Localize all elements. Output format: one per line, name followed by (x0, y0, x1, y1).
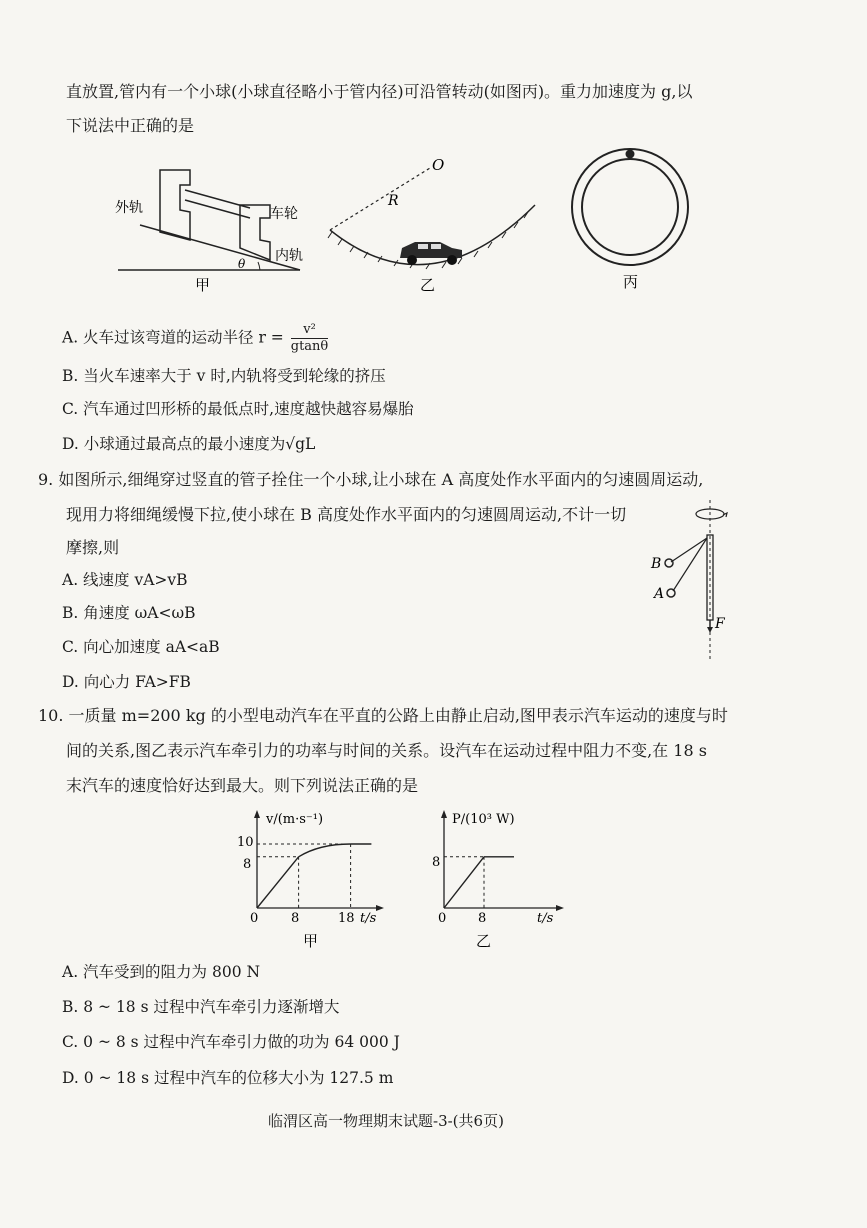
chart-yi-origin: 0 (438, 911, 447, 926)
label-A: A (654, 586, 665, 602)
label-wheel: 车轮 (270, 206, 298, 222)
q10-option-b: B. 8 ~ 18 s 过程中汽车牵引力逐渐增大 (62, 998, 340, 1016)
chart-yi-power-time (420, 806, 570, 954)
label-B: B (651, 556, 662, 572)
label-theta: θ (238, 257, 246, 271)
label-F: F (715, 616, 725, 632)
page-footer: 临渭区高一物理期末试题-3-(共6页) (268, 1112, 504, 1130)
caption-jia: 甲 (195, 276, 211, 294)
chart-jia-velocity-time (220, 806, 390, 954)
q8-stem-line1: 直放置,管内有一个小球(小球直径略小于管内径)可沿管转动(如图丙)。重力加速度为 g,以 (66, 82, 693, 101)
q10-line3: 末汽车的速度恰好达到最大。则下列说法正确的是 (66, 776, 419, 795)
chart-jia-xtick-8: 8 (291, 911, 300, 926)
q10-option-a: A. 汽车受到的阻力为 800 N (62, 963, 261, 981)
chart-yi-ylabel: P/(10³ W) (452, 812, 515, 827)
caption-bing: 丙 (623, 273, 639, 291)
figure-yi-concave-bridge (320, 150, 550, 300)
label-inner-rail: 内轨 (275, 248, 303, 264)
velocity-segment-linear (257, 857, 299, 908)
chart-jia-ytick-10: 10 (237, 835, 254, 850)
chart-jia-xlabel: t/s (360, 911, 377, 926)
q8-option-d: D. 小球通过最高点的最小速度为√gL (62, 435, 316, 453)
q10-line1: 10. 一质量 m=200 kg 的小型电动汽车在平直的公路上由静止启动,图甲表示汽车运动的速度与时 (38, 706, 728, 725)
q9-option-c: C. 向心加速度 aA<aB (62, 638, 220, 656)
q9-line2: 现用力将细绳缓慢下拉,使小球在 B 高度处作水平面内的匀速圆周运动,不计一切 (66, 505, 627, 524)
chart-jia-ylabel: v/(m·s⁻¹) (266, 812, 324, 827)
chart-yi-ytick-8: 8 (432, 855, 441, 870)
chart-jia-caption: 甲 (303, 932, 319, 950)
q8-option-b: B. 当火车速率大于 v 时,内轨将受到轮缘的挤压 (62, 367, 386, 385)
label-outer-rail: 外轨 (115, 200, 143, 216)
label-O: O (432, 156, 445, 174)
q9-option-b: B. 角速度 ωA<ωB (62, 604, 196, 622)
q9-line3: 摩擦,则 (66, 538, 120, 557)
chart-jia-ytick-8: 8 (243, 857, 252, 872)
ball-icon (626, 150, 635, 159)
chart-yi-caption: 乙 (476, 932, 492, 950)
chart-yi-xtick-8: 8 (478, 911, 487, 926)
chart-jia-xtick-18: 18 (338, 911, 355, 926)
q10-line2: 间的关系,图乙表示汽车牵引力的功率与时间的关系。设汽车在运动过程中阻力不变,在 18 s (66, 741, 707, 760)
label-R: R (388, 193, 399, 209)
q8-stem-line2: 下说法中正确的是 (66, 116, 195, 135)
chart-jia-origin: 0 (250, 911, 259, 926)
q8-option-c: C. 汽车通过凹形桥的最低点时,速度越快越容易爆胎 (62, 400, 414, 418)
q9-option-a: A. 线速度 vA>vB (62, 571, 188, 589)
caption-yi: 乙 (420, 276, 436, 294)
figure-jia-banked-track (110, 150, 310, 300)
q10-option-c: C. 0 ~ 8 s 过程中汽车牵引力做的功为 64 000 J (62, 1033, 400, 1051)
figure-bing-circular-tube (565, 135, 695, 295)
q8-option-a: A. 火车过该弯道的运动半径 r = $\frac{\text{v²}}{gtan\theta}$ (62, 322, 329, 354)
figure-q9-tube-ball (645, 500, 745, 665)
velocity-segment-curve (299, 844, 351, 857)
q10-option-d: D. 0 ~ 18 s 过程中汽车的位移大小为 127.5 m (62, 1069, 394, 1087)
q9-line1: 9. 如图所示,细绳穿过竖直的管子拴住一个小球,让小球在 A 高度处作水平面内的匀速圆周运动, (38, 470, 704, 489)
q9-option-d: D. 向心力 FA>FB (62, 673, 191, 691)
power-segment-linear (444, 857, 484, 908)
car-icon (400, 242, 462, 265)
chart-yi-xlabel: t/s (537, 911, 554, 926)
